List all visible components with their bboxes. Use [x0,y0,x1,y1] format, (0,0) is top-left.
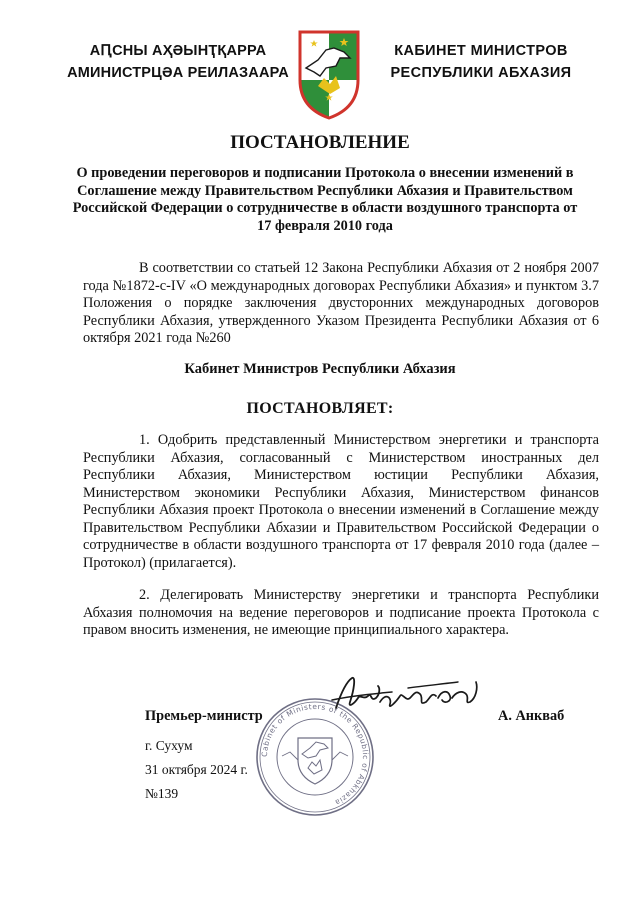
header-left-line1: АԤСНЫ АҲӘЫНҬҚАРРА [89,43,267,59]
header-russian-title [384,40,578,84]
header-right-line1: КАБИНЕТ МИНИСТРОВ [394,43,568,59]
signatory-role: Премьер-министр [145,708,263,724]
resolution-item-1 [83,432,599,572]
preamble-text: В соответствии со статьей 12 Закона Республики Абхазия от 2 ноября 2007 года №1872-с-IV «О международных договорах Республики Абхазия» и пунктом 3.7 Положения о порядке заключения двусторонних международных договоров Республики Абхазия, утвержденного Указом Президента Республики Абхазия от 6 октября 2021 года №260 [83,260,599,346]
header-left-line2: АМИНИСТРЦӘА РЕИЛАЗААРА [67,65,289,81]
resolution-item-2-text: 2. Делегировать Министерству энергетики и транспорта Республики Абхазия полномочия на ведение переговоров и подписание проекта Протокола с правом вносить изменения, не имеющие принципиального характера. [83,587,599,638]
seal-text: Cabinet of Ministers of the Republic of Abkhazia [259,701,371,808]
handwritten-signature [330,668,490,724]
document-title: ПОСТАНОВЛЕНИЕ [230,132,410,153]
abkhazia-coat-of-arms-icon [296,28,362,120]
resolves-heading: ПОСТАНОВЛЯЕТ: [246,400,394,417]
issue-city: г. Сухум [145,738,193,753]
resolution-item-1-text: 1. Одобрить представленный Министерством энергетики и транспорта Республики Абхазия, согласованный с Министерством иностранных дел Республики Абхазия, Министерством юстиции Республики Абхазия, Министерством экономики Республики Абхазия, Министерством финансов Республики Абхазия проект Протокола о внесении изменений в Соглашение между Правительством Республики Абхазии и Правительством Российской Федерации о сотрудничестве в области воздушного транспорта от 17 февраля 2010 года (далее – Протокол) (прилагается). [83,432,599,571]
document-number: №139 [145,786,179,801]
signatory-name: А. Анкваб [498,708,565,724]
header-right-line2: РЕСПУБЛИКИ АБХАЗИЯ [390,65,572,81]
document-subject: О проведении переговоров и подписании Протокола о внесении изменений в Соглашение между Правительством Республики Абхазия и Правительством Российской Федерации о сотрудничестве в области воздушного транспорта от 17 февраля 2010 года [72,165,578,234]
issue-date: 31 октября 2024 г. [145,762,248,777]
header-abkhaz-title [62,40,294,84]
issuer-heading: Кабинет Министров Республики Абхазия [184,361,456,377]
resolution-item-2 [83,587,599,640]
preamble-paragraph [83,260,599,348]
